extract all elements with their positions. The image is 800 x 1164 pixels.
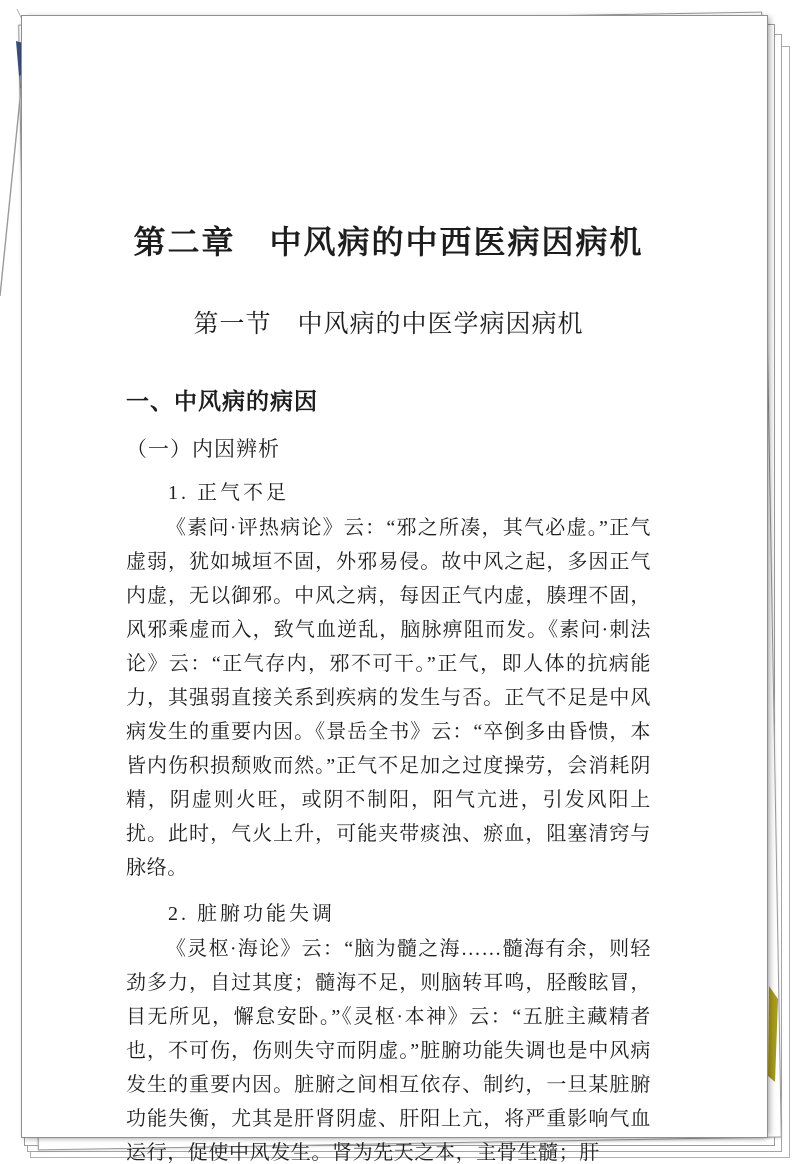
item1-paragraph: 《素问·评热病论》云：“邪之所凑，其气必虚。”正气虚弱，犹如城垣不固，外邪易侵。故中风之起，多因正气内虚，无以御邪。中风之病，每因正气内虚，腠理不固，风邪乘虚而入，致气血逆乱，脑脉痹阻而发。《素问·刺法论》云：“正气存内，邪不可干。”正气，即人体的抗病能力，其强弱直接关系到疾病的发生与否。正气不足是中风病发生的重要内因。《景岳全书》云：“卒倒多由昏愦，本皆内伤积损颓败而然。”正气不足加之过度操劳，会消耗阴精，阴虚则火旺，或阴不制阳，阳气亢进，引发风阳上扰。此时，气火上升，可能夹带痰浊、瘀血，阻塞清窍与脉络。	[126, 517, 651, 879]
section-title: 第一节 中风病的中医学病因病机	[193, 310, 584, 338]
book-page	[21, 15, 768, 1164]
heading-cause: 一、中风病的病因	[126, 388, 318, 414]
item2-paragraph: 《灵枢·海论》云：“脑为髓之海……髓海有余，则轻劲多力，自过其度；髓海不足，则脑转耳鸣，胫酸眩冒，目无所见，懈怠安卧。”《灵枢·本神》云：“五脏主藏精者也，不可伤，伤则失守而阴虚。”脏腑功能失调也是中风病发生的重要内因。脏腑之间相互依存、制约，一旦某脏腑功能失衡，尤其是肝肾阴虚、肝阳上亢，将严重影响气血运行，促使中风发生。肾为先天之本，主骨生髓；肝	[126, 938, 651, 1164]
chapter-title: 第二章 中风病的中西医病因病机	[133, 224, 644, 260]
subheading-internal-factors: （一）内因辨析	[126, 438, 280, 461]
item1-title: 1. 正气不足	[168, 482, 289, 504]
item2-title: 2. 脏腑功能失调	[168, 903, 335, 925]
yellow-page-edge	[768, 986, 778, 1082]
